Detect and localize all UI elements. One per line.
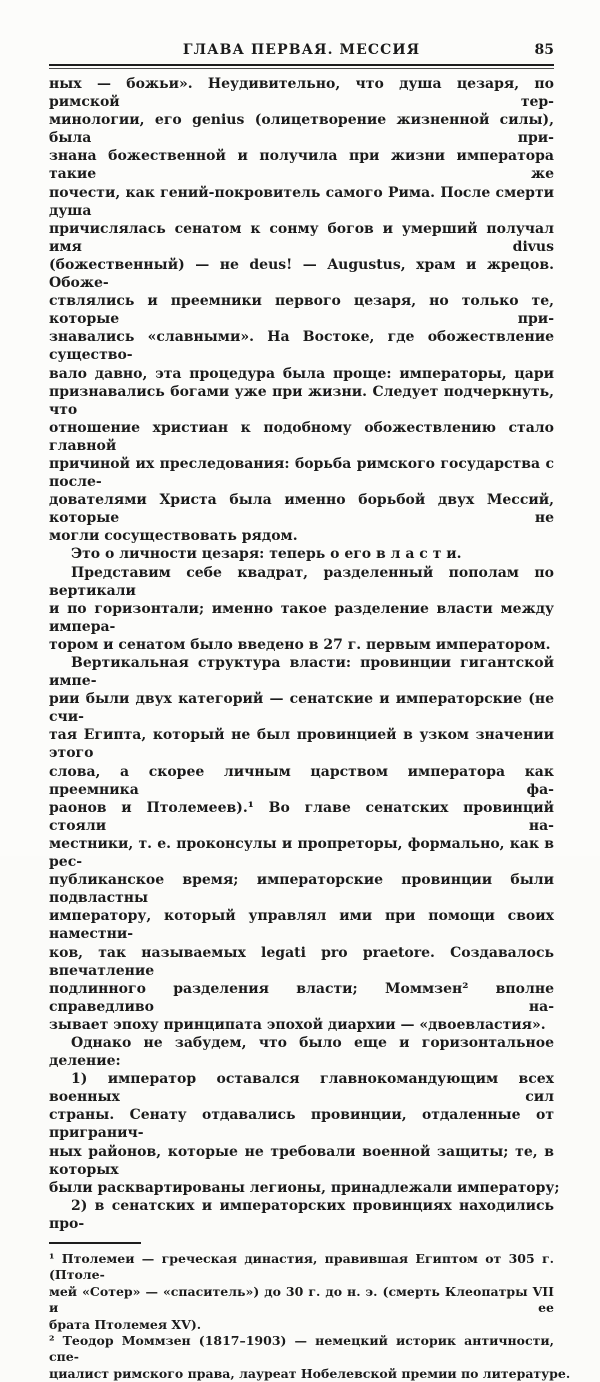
body-line: знана божественной и получила при жизни императора такие же (49, 148, 554, 183)
body-text (49, 75, 560, 1233)
chapter-title: ГЛАВА ПЕРВАЯ. МЕССИЯ (182, 42, 421, 58)
body-line: и по горизонтали; именно такое разделение власти между импера- (49, 600, 554, 635)
footnote-line: мей «Сотер» — «спаситель») до 30 г. до н. э. (смерть Клеопатры VII и ее (49, 1283, 554, 1316)
body-line: вало давно, эта процедура была проще: императоры, цари (49, 365, 554, 382)
body-line: дователями Христа была именно борьбой двух Мессий, которые не (49, 492, 554, 527)
footnotes (49, 1251, 571, 1382)
body-line: 1) император оставался главнокомандующим всех военных сил (49, 1071, 554, 1106)
body-line: минологии, его genius (олицетворение жизненной силы), была при- (49, 112, 554, 147)
footnote-line: ¹ Птолемеи — греческая династия, правившая Египтом от 305 г. (Птоле- (49, 1251, 554, 1283)
body-line: Это о личности цезаря: теперь о его в л а с т и. (71, 546, 462, 563)
body-line: рии были двух категорий — сенатские и императорские (не счи- (49, 691, 554, 726)
body-line: зывает эпоху принципата эпохой диархии — «двоевластия». (49, 1016, 546, 1033)
body-line: могли сосуществовать рядом. (49, 528, 298, 545)
footnote-line: циалист римского права, лауреат Нобелевской премии по литературе. (49, 1365, 571, 1381)
body-line: Однако не забудем, что было еще и горизонтальное деление: (49, 1034, 554, 1070)
body-line: императору, который управлял ими при помощи своих наместни- (49, 908, 554, 943)
body-line: Представим себе квадрат, разделенный пополам по вертикали (49, 564, 554, 599)
body-line: ных — божьи». Неудивительно, что душа цезаря, по римской тер- (49, 76, 554, 111)
body-line: подлинного разделения власти; Моммзен² вполне справедливо на- (49, 980, 554, 1015)
body-line: публиканское время; императорские провинции были подвластны (49, 872, 554, 907)
body-line: ков, так называемых legati pro praetore. Создавалось впечатление (49, 944, 554, 979)
body-line: слова, а скорее личным царством императора как преемника фа- (49, 763, 554, 798)
footnote-line: ² Теодор Моммзен (1817–1903) — немецкий историк античности, спе- (49, 1333, 554, 1365)
footnote-separator (49, 1242, 141, 1244)
footnote-line: брата Птолемея XV). (49, 1316, 202, 1332)
body-line: отношение христиан к подобному обожествлению стало главной (49, 419, 554, 454)
body-line: Вертикальная структура власти: провинции гигантской импе- (49, 655, 554, 690)
page-number: 85 (534, 42, 554, 58)
body-line: тором и сенатом было введено в 27 г. первым императором. (49, 636, 551, 653)
body-line: (божественный) — не deus! — Augustus, храм и жрецов. Обоже- (49, 256, 554, 292)
body-line: причиной их преследования: борьба римского государства с после- (49, 455, 554, 491)
text-column (49, 0, 571, 1382)
body-line: местники, т. е. проконсулы и пропреторы, формально, как в рес- (49, 835, 554, 871)
page-header (49, 42, 554, 59)
body-line: страны. Сенату отдавались провинции, отдаленные от пригранич- (49, 1107, 554, 1142)
body-line: знавались «славными». На Востоке, где обожествление существо- (49, 329, 554, 364)
body-line: ных районов, которые не требовали военной защиты; те, в которых (49, 1143, 554, 1178)
body-line: тая Египта, который не был провинцией в узком значении этого (49, 727, 554, 762)
body-line: ствлялись и преемники первого цезаря, но только те, которые при- (49, 293, 554, 328)
body-line: раонов и Птолемеев).¹ Во главе сенатских провинций стояли на- (49, 799, 554, 834)
body-line: причислялась сенатом к сонму богов и умерший получал имя divus (49, 220, 554, 255)
body-line: признавались богами уже при жизни. Следует подчеркнуть, что (49, 383, 554, 418)
header-rule (49, 64, 554, 69)
body-line: почести, как гений-покровитель самого Рима. После смерти душа (49, 184, 554, 219)
body-line: были расквартированы легионы, принадлежали императору; (49, 1179, 560, 1196)
body-line: 2) в сенатских и императорских провинциях находились про- (49, 1197, 554, 1232)
